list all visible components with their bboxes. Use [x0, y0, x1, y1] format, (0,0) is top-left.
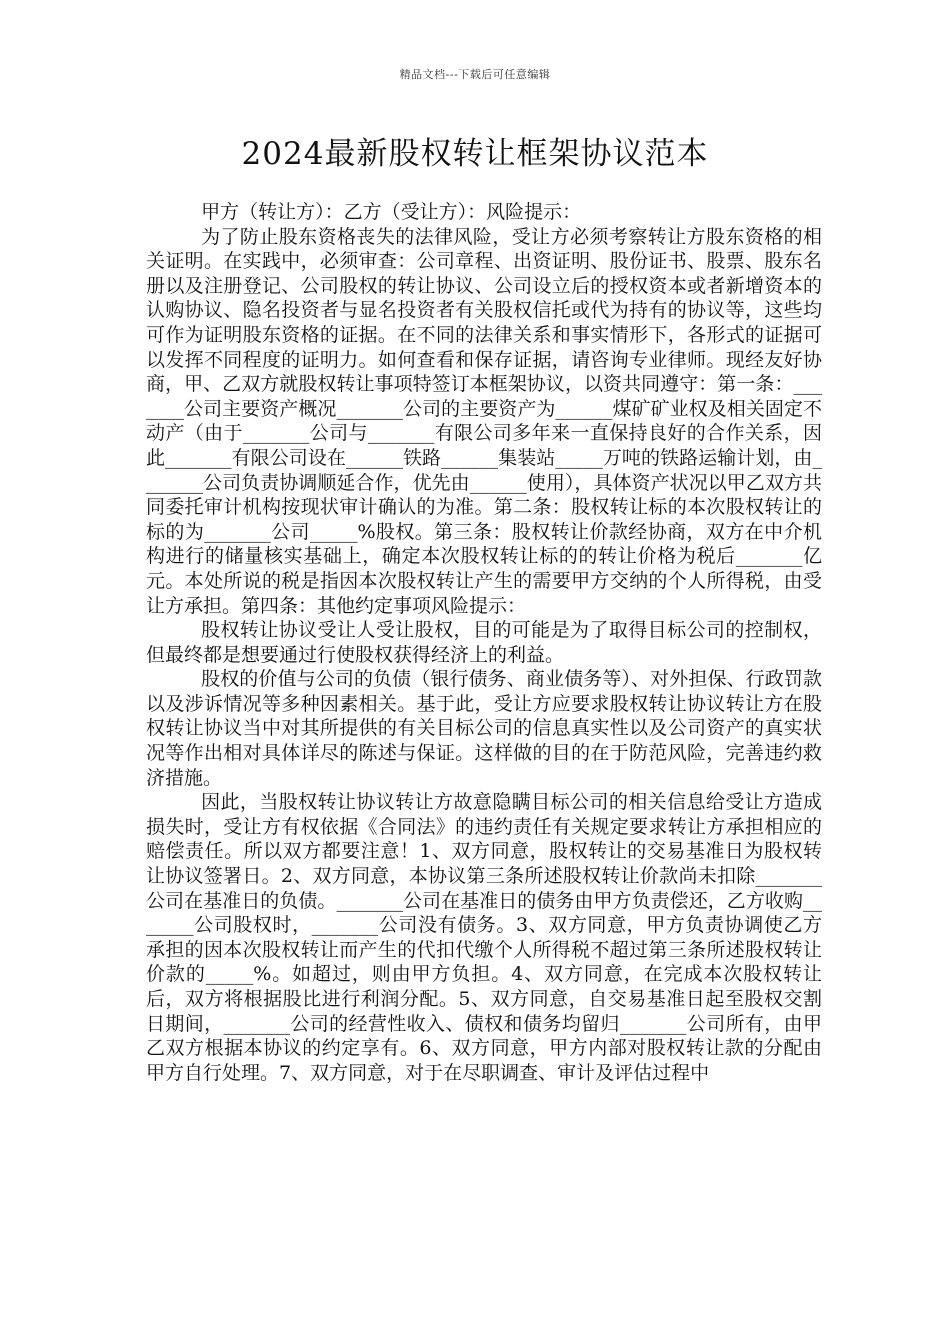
paragraph-liability-terms: 因此，当股权转让协议转让方故意隐瞒目标公司的相关信息给受让方造成损失时，受让方有权依据《合同法》的违约责任有关规定要求转让方承担相应的赔偿责任。所以双方都要注意！1、双方同意，股权转让的交易基准日为股权转让协议签署日。2、双方同意，本协议第三条所述股权转让价款尚未扣除_______公司在基准日的负债。_______公司在基准日的债务由甲方负责偿还，乙方收购_______公司股权时，_______公司没有债务。3、双方同意，甲方负责协调使乙方承担的因本次股权转让而产生的代扣代缴个人所得税不超过第三条所述股权转让价款的_____%。如超过，则由甲方负担。4、双方同意，在完成本次股权转让后，双方将根据股比进行利润分配。5、双方同意，自交易基准日起至股权交割日期间，_______公司的经营性收入、债权和债务均留归_______公司所有，由甲乙双方根据本协议的约定享有。6、双方同意，甲方内部对股权转让款的分配由甲方自行处理。7、双方同意，对于在尽职调查、审计及评估过程中: [146, 791, 822, 1084]
paragraph-equity-value: 股权的价值与公司的负债（银行债务、商业债务等）、对外担保、行政罚款以及涉诉情况等多种因素相关。基于此，受让方应要求股权转让协议转让方在股权转让协议当中对其所提供的有关目标公司的信息真实性以及公司资产的真实状况等作出相对具体详尽的陈述与保证。这样做的目的在于防范风险，完善违约救济措施。: [146, 668, 822, 789]
paragraph-risk-and-articles: 为了防止股东资格丧失的法律风险，受让方必须考察转让方股东资格的相关证明。在实践中，必须审查：公司章程、出资证明、股份证书、股票、股东名册以及注册登记、公司股权的转让协议、公司设立后的授权资本或者新增资本的认购协议、隐名投资者与显名投资者有关股权信托或代为持有的协议等，这些均可作为证明股东资格的证据。在不同的法律关系和事实情形下，各形式的证据可以发挥不同程度的证明力。如何查看和保存证据，请咨询专业律师。现经友好协商，甲、乙双方就股权转让事项特签订本框架协议，以资共同遵守：第一条：_______公司主要资产概况_______公司的主要资产为______煤矿矿业权及相关固定不动产（由于_______公司与_______有限公司多年来一直保持良好的合作关系，因此_______有限公司设在______铁路______集装站_____万吨的铁路运输计划，由_______公司负责协调顺延合作，优先由______使用），具体资产状况以甲乙双方共同委托审计机构按现状审计确认的为准。第二条：股权转让标的本次股权转让的标的为_______公司_____%股权。第三条：股权转让价款经协商，双方在中介机构进行的储量核实基础上，确定本次股权转让标的的转让价格为税后_______亿元。本处所说的税是指因本次股权转让产生的需要甲方交纳的个人所得税，由受让方承担。第四条：其他约定事项风险提示：: [146, 225, 822, 617]
header-note: 精品文档---下载后可任意编辑: [399, 68, 551, 81]
paragraph-control-purpose: 股权转让协议受让人受让股权，目的可能是为了取得目标公司的控制权，但最终都是想要通过行使股权获得经济上的利益。: [146, 619, 822, 666]
paragraph-parties: 甲方（转让方）：乙方（受让方）：风险提示：: [201, 201, 582, 223]
document-body: [146, 200, 822, 1085]
document-title: 2024最新股权转让框架协议范本: [241, 136, 709, 172]
